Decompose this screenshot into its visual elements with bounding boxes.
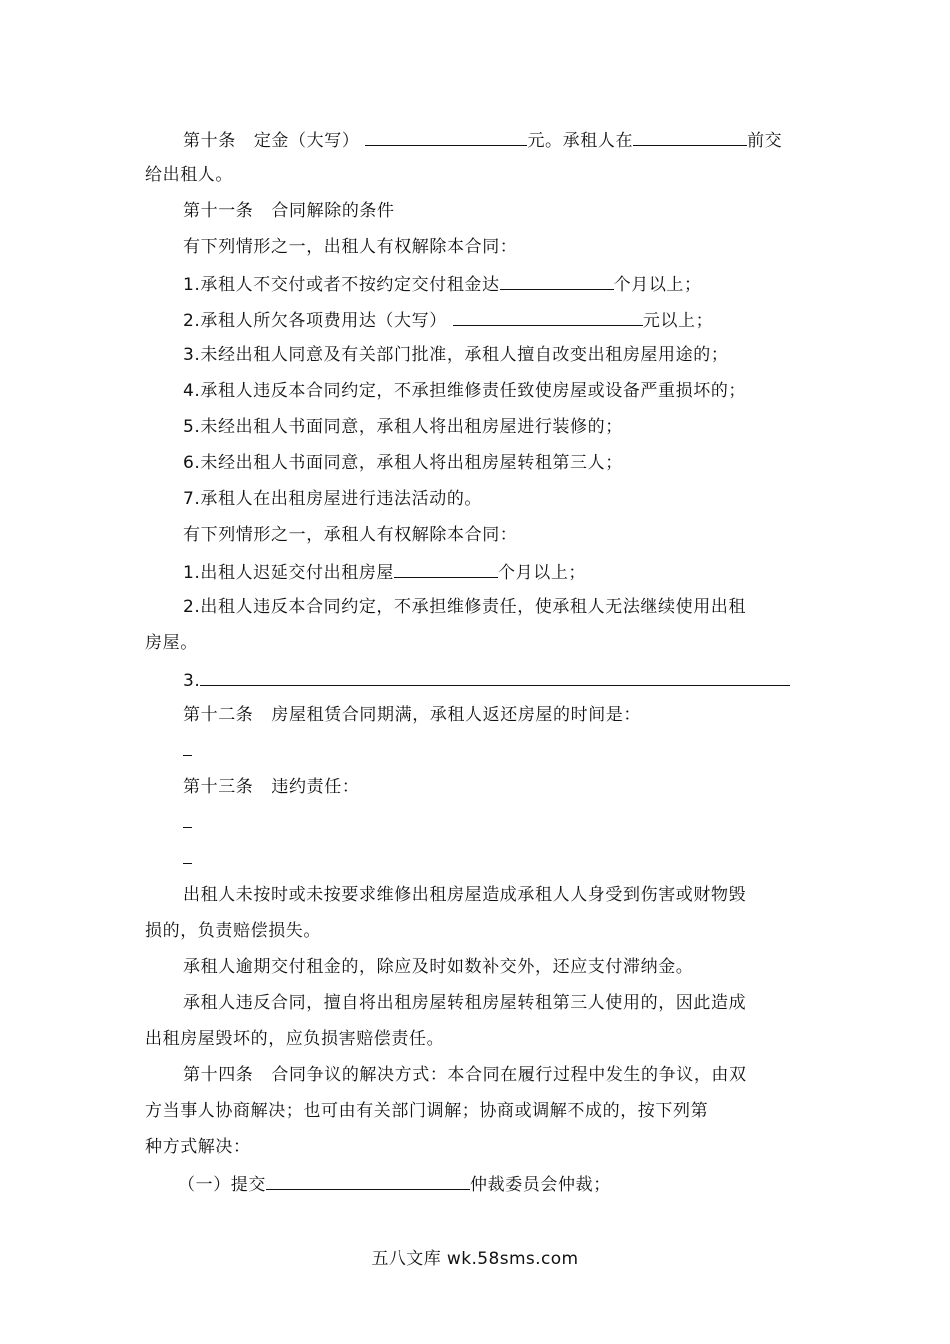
article-11-label: 第十一条 [183, 201, 254, 221]
article-12-label: 第十二条 [183, 705, 254, 725]
condition-text: 1.出租人迟延交付出租房屋 [183, 563, 395, 583]
lessor-condition-6: 6.未经出租人书面同意，承租人将出租房屋转租第三人； [183, 453, 623, 473]
lessee-condition-2-line1: 2.出租人违反本合同约定，不承担维修责任，使承租人无法继续使用出租 [183, 597, 747, 617]
liability-blank-line-1 [183, 811, 192, 835]
liability-1-line1: 出租人未按时或未按要求维修出租房屋造成承租人人身受到伤害或财物毁 [183, 885, 747, 905]
article-10-line2: 给出租人。 [145, 165, 233, 185]
liability-1-line2: 损的，负责赔偿损失。 [145, 921, 321, 941]
delivery-months-blank[interactable] [394, 559, 498, 578]
article-11-heading: 合同解除的条件 [271, 201, 395, 221]
arbitration-commission-blank[interactable] [266, 1171, 470, 1190]
article-10-label: 第十条 [183, 131, 236, 151]
other-condition-blank[interactable] [200, 667, 790, 686]
lessor-condition-4: 4.承租人违反本合同约定，不承担维修责任致使房屋或设备严重损坏的； [183, 381, 747, 401]
liability-blank[interactable] [183, 813, 192, 828]
arbitration-option-1 [178, 1171, 611, 1197]
article-13-text: 违约责任： [271, 777, 360, 797]
liability-blank-line-2 [183, 847, 192, 871]
condition-text: 1.承租人不交付或者不按约定交付租金达 [183, 275, 500, 295]
deposit-text: 元。承租人在 [527, 131, 634, 151]
article-11-title [183, 199, 395, 223]
arbitration-text: （一）提交 [178, 1175, 266, 1195]
lessor-condition-5: 5.未经出租人书面同意，承租人将出租房屋进行装修的； [183, 417, 623, 437]
condition-text: 2.承租人所欠各项费用达（大写） [183, 311, 447, 331]
lessee-condition-2-line2: 房屋。 [145, 633, 198, 653]
condition-text-end: 个月以上； [613, 275, 702, 295]
article-14-line2: 方当事人协商解决；也可由有关部门调解；协商或调解不成的，按下列第 [145, 1101, 709, 1121]
lessee-termination-intro: 有下列情形之一，承租人有权解除本合同： [183, 525, 518, 545]
lessor-condition-2 [183, 307, 713, 333]
lessor-termination-intro: 有下列情形之一，出租人有权解除本合同： [183, 237, 518, 257]
deposit-date-blank[interactable] [633, 127, 747, 146]
fees-amount-blank[interactable] [453, 307, 643, 326]
liability-3-line1: 承租人违反合同，擅自将出租房屋转租房屋转租第三人使用的，因此造成 [183, 993, 747, 1013]
lessee-condition-1 [183, 559, 586, 585]
page-footer-watermark: 五八文库 wk.58sms.com [371, 1249, 579, 1269]
condition-text-end: 个月以上； [498, 563, 587, 583]
deposit-amount-blank[interactable] [365, 127, 527, 146]
article-13-label: 第十三条 [183, 777, 254, 797]
article-12 [183, 703, 641, 727]
article-14-text: 合同争议的解决方式：本合同在履行过程中发生的争议，由双 [271, 1065, 747, 1085]
article-14-line3: 种方式解决： [145, 1137, 251, 1157]
liability-2: 承租人逾期交付租金的，除应及时如数补交外，还应支付滞纳金。 [183, 957, 694, 977]
lessor-condition-7: 7.承租人在出租房屋进行违法活动的。 [183, 489, 483, 509]
article-12-text: 房屋租赁合同期满，承租人返还房屋的时间是： [271, 705, 642, 725]
return-time-blank-line [183, 739, 192, 763]
article-14-label: 第十四条 [183, 1065, 254, 1085]
liability-3-line2: 出租房屋毁坏的，应负损害赔偿责任。 [145, 1029, 445, 1049]
rent-months-blank[interactable] [500, 271, 614, 290]
lessee-condition-3 [183, 667, 790, 693]
lessor-condition-3: 3.未经出租人同意及有关部门批准，承租人擅自改变出租房屋用途的； [183, 345, 729, 365]
deposit-label: 定金（大写） [253, 131, 360, 151]
deposit-text-end: 前交 [747, 131, 783, 151]
article-10-line1 [183, 127, 782, 153]
lessor-condition-1 [183, 271, 702, 297]
article-14-line1 [183, 1063, 747, 1087]
condition-number: 3. [183, 671, 201, 691]
liability-blank[interactable] [183, 849, 192, 864]
return-time-blank[interactable] [183, 741, 192, 756]
condition-text-end: 元以上； [642, 311, 714, 331]
article-13 [183, 775, 359, 799]
arbitration-text-end: 仲裁委员会仲裁； [470, 1175, 611, 1195]
